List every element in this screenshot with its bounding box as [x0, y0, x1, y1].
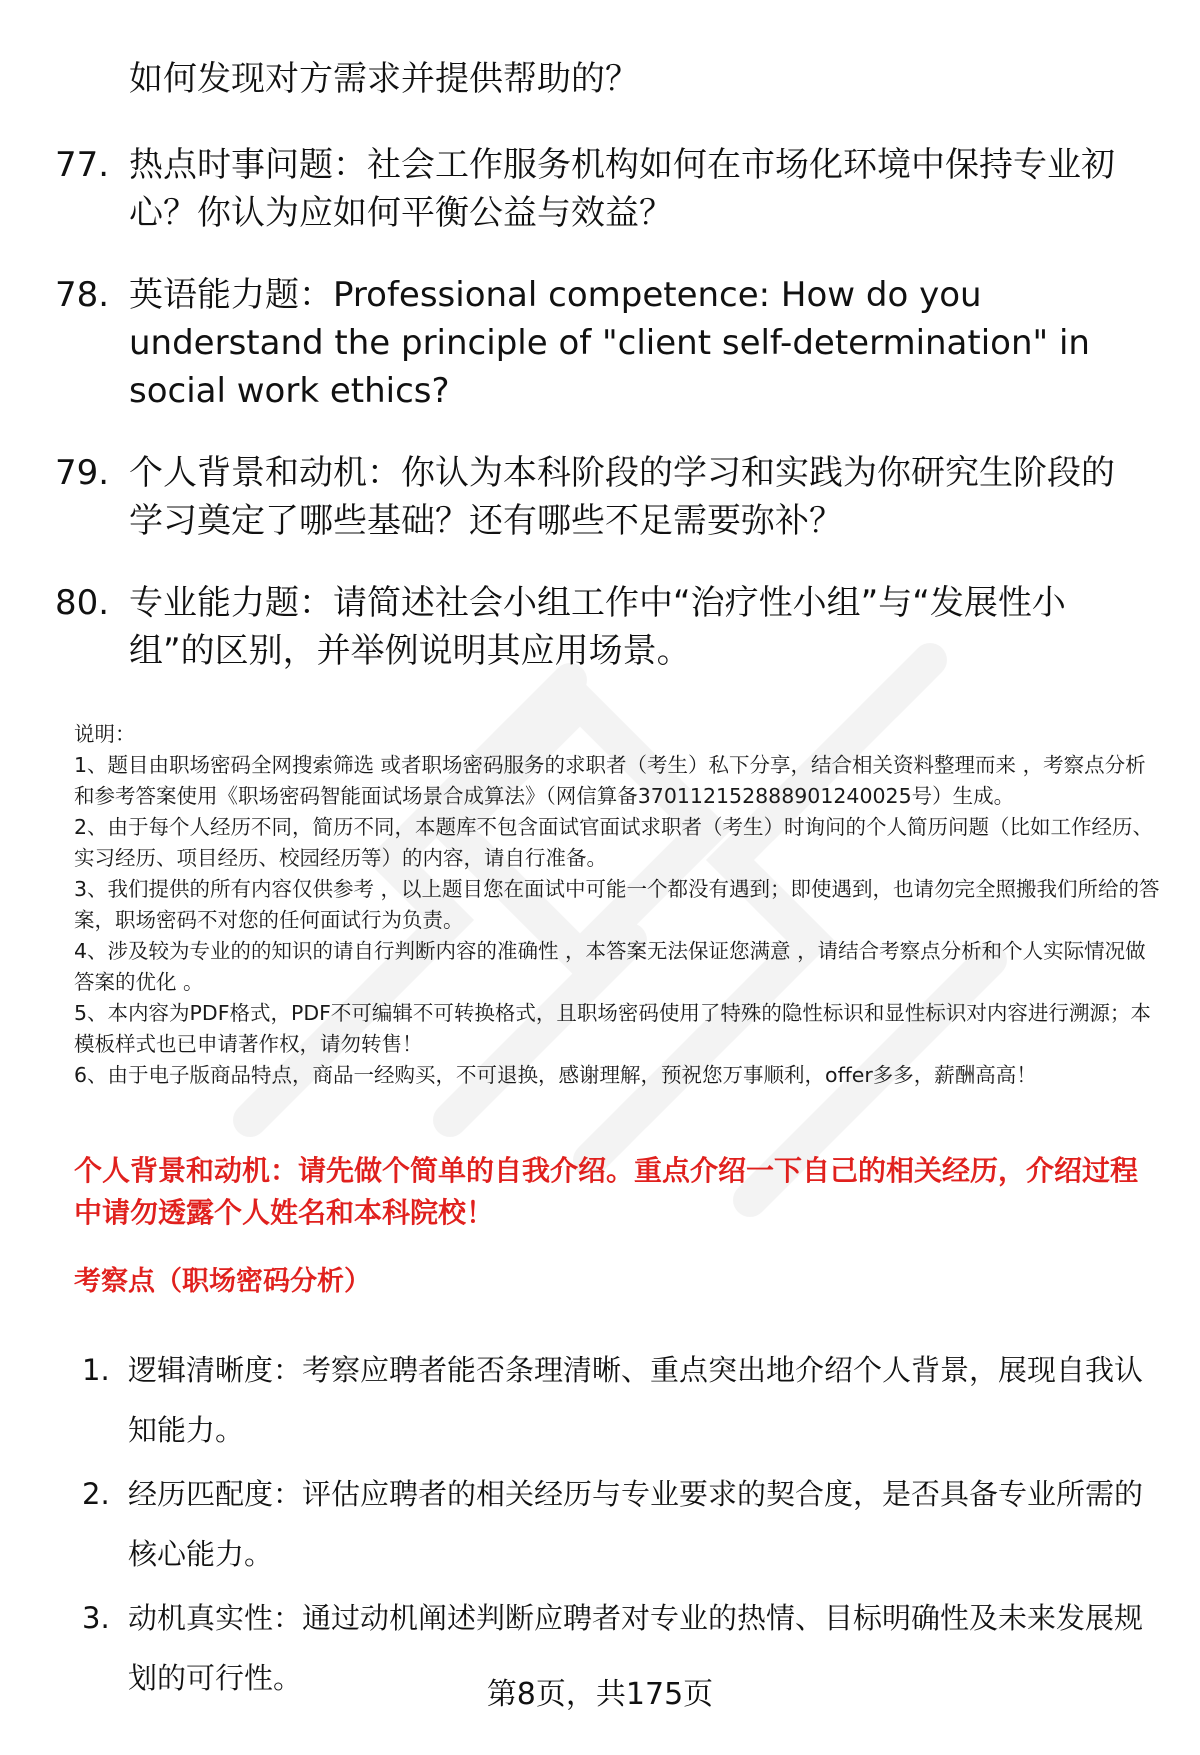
question-item [55, 271, 1145, 415]
question-number: 78. [55, 275, 110, 315]
note-item: 5、本内容为PDF格式，PDF不可编辑不可转换格式，且职场密码使用了特殊的隐性标识和显性标识对内容进行溯源；本模板样式也已申请著作权，请勿转售！ [74, 1001, 1151, 1056]
question-text: 专业能力题：请简述社会小组工作中“治疗性小组”与“发展性小组”的区别，并举例说明其应用场景。 [129, 583, 1066, 671]
notes-heading: 说明： [74, 722, 136, 746]
question-text: 英语能力题：Professional competence: How do you understand the principle of "client self-determination" in social work ethics? [129, 275, 1090, 411]
question-number: 77. [55, 145, 110, 185]
analysis-item [82, 1340, 1152, 1460]
note-item: 2、由于每个人经历不同，简历不同，本题库不包含面试官面试求职者（考生）时询问的个人简历问题（比如工作经历、实习经历、项目经历、校园经历等）的内容，请自行准备。 [74, 815, 1154, 870]
analysis-text: 逻辑清晰度：考察应聘者能否条理清晰、重点突出地介绍个人背景，展现自我认知能力。 [128, 1353, 1144, 1447]
question-number: 79. [55, 453, 110, 493]
question-item [55, 579, 1145, 675]
analysis-text: 动机真实性：通过动机阐述判断应聘者对专业的热情、目标明确性及未来发展规划的可行性。 [128, 1601, 1144, 1695]
notes-block [74, 719, 1164, 1091]
analysis-title: 考察点（职场密码分析） [74, 1266, 371, 1297]
question-list [55, 55, 1145, 709]
question-text: 热点时事问题：社会工作服务机构如何在市场化环境中保持专业初心？你认为应如何平衡公益与效益？ [129, 145, 1115, 233]
page-number: 第8页，共175页 [486, 1677, 714, 1712]
analysis-text: 经历匹配度：评估应聘者的相关经历与专业要求的契合度，是否具备专业所需的核心能力。 [128, 1477, 1144, 1571]
note-item: 6、由于电子版商品特点，商品一经购买，不可退换，感谢理解，预祝您万事顺利，offer多多，薪酬高高！ [74, 1063, 1037, 1087]
featured-question: 个人背景和动机：请先做个简单的自我介绍。重点介绍一下自己的相关经历，介绍过程中请勿透露个人姓名和本科院校！ [74, 1154, 1139, 1229]
analysis-list [82, 1340, 1152, 1712]
question-number: 80. [55, 583, 110, 623]
analysis-item [82, 1464, 1152, 1584]
question-item [55, 141, 1145, 237]
question-continuation: 如何发现对方需求并提供帮助的？ [129, 59, 639, 99]
analysis-number: 2. [82, 1477, 110, 1511]
analysis-number: 1. [82, 1353, 110, 1387]
note-item: 4、涉及较为专业的的知识的请自行判断内容的准确性 ，本答案无法保证您满意 ，请结合考察点分析和个人实际情况做答案的优化 。 [74, 939, 1146, 994]
question-text: 个人背景和动机：你认为本科阶段的学习和实践为你研究生阶段的学习奠定了哪些基础？还有哪些不足需要弥补？ [129, 453, 1115, 541]
note-item: 3、我们提供的所有内容仅供参考 ，以上题目您在面试中可能一个都没有遇到；即使遇到，也请勿完全照搬我们所给的答案，职场密码不对您的任何面试行为负责。 [74, 877, 1160, 932]
question-item [55, 449, 1145, 545]
note-item: 1、题目由职场密码全网搜索筛选 或者职场密码服务的求职者（考生）私下分享，结合相关资料整理而来 ，考察点分析和参考答案使用《职场密码智能面试场景合成算法》（网信算备370112152888901240025号）生成。 [74, 753, 1146, 808]
analysis-number: 3. [82, 1601, 110, 1635]
